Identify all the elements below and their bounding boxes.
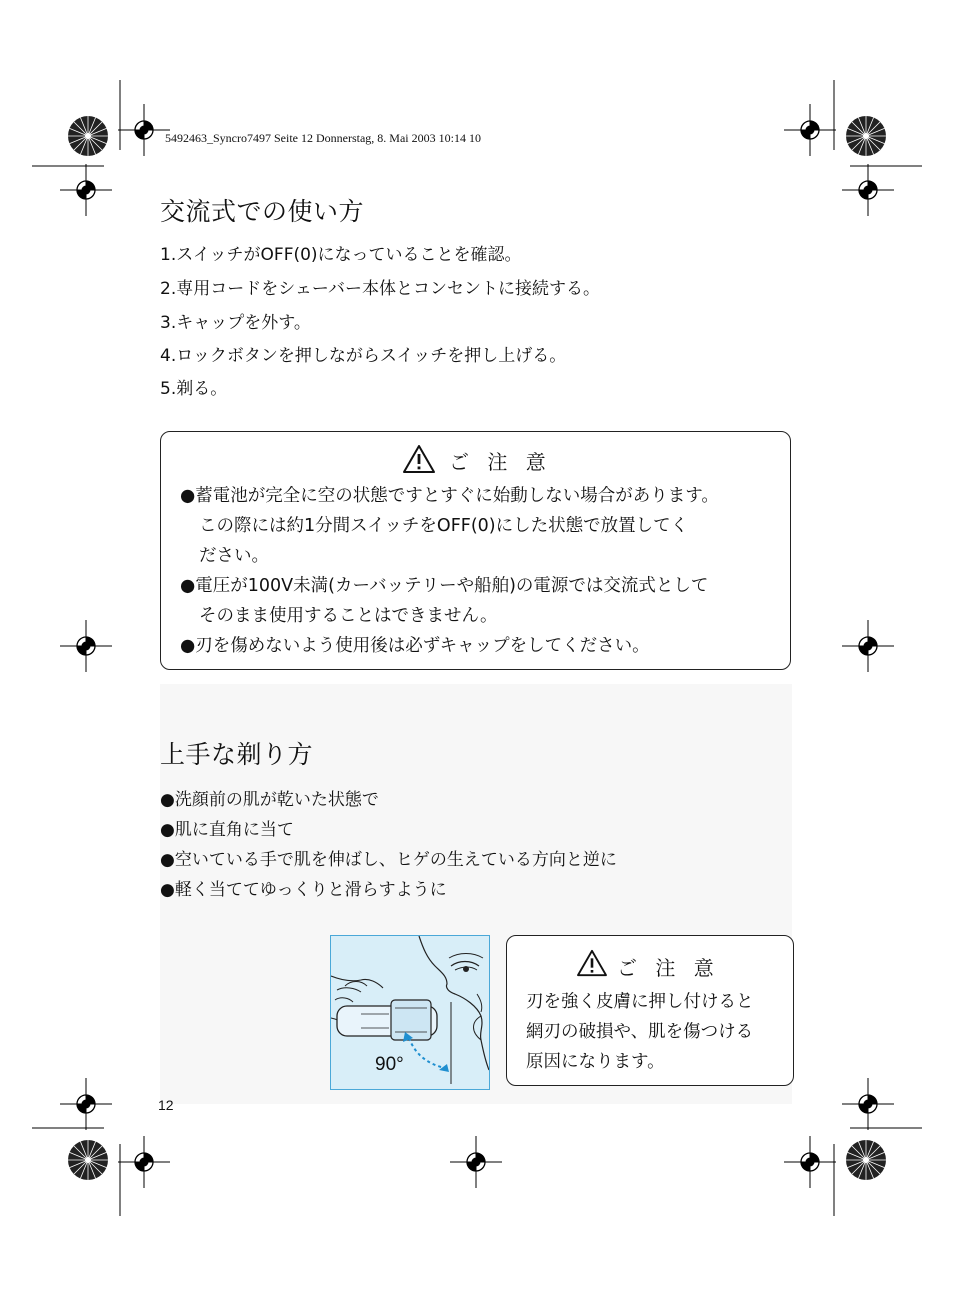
caution-line: ●刃を傷めないよう使用後は必ずキャップをしてください。: [180, 636, 650, 656]
page-number: 12: [158, 1097, 174, 1113]
tip-item: ●空いている手で肌を伸ばし、ヒゲの生えている方向と逆に: [160, 850, 617, 870]
step-item: 1.スイッチがOFF(0)になっていることを確認。: [160, 245, 522, 265]
step-item: 4.ロックボタンを押しながらスイッチを押し上げる。: [160, 346, 567, 366]
caution-line: 刃を強く皮膚に押し付けると: [526, 992, 754, 1012]
tip-item: ●軽く当ててゆっくりと滑らすように: [160, 880, 447, 900]
caution-title: ご 注 意: [449, 450, 552, 474]
caution-line: 網刃の破損や、肌を傷つける: [526, 1022, 754, 1042]
shaving-illustration: [330, 935, 490, 1090]
section-title-shaving-tips: 上手な剃り方: [160, 740, 314, 769]
tip-item: ●肌に直角に当て: [160, 820, 294, 840]
tip-item: ●洗顔前の肌が乾いた状態で: [160, 790, 379, 810]
caution-line: そのまま使用することはできません。: [199, 606, 498, 626]
caution-line: この際には約1分間スイッチをOFF(0)にした状態で放置してく: [199, 516, 689, 536]
caution-line: ●電圧が100V未満(カーバッテリーや船舶)の電源では交流式として: [180, 576, 709, 596]
caution-title: ご 注 意: [617, 956, 720, 980]
print-header: 5492463_Syncro7497 Seite 12 Donnerstag, 8. Mai 2003 10:14 10: [165, 131, 481, 145]
warning-icon: [576, 949, 608, 977]
step-item: 5.剃る。: [160, 379, 228, 399]
section-title-ac-use: 交流式での使い方: [160, 197, 365, 226]
step-item: 3.キャップを外す。: [160, 313, 311, 333]
caution-line: ださい。: [199, 546, 269, 566]
caution-box: [160, 431, 791, 670]
caution-line: 原因になります。: [526, 1052, 665, 1072]
caution-line: ●蓄電池が完全に空の状態ですとすぐに始動しない場合があります。: [180, 486, 719, 506]
step-item: 2.専用コードをシェーバー本体とコンセントに接続する。: [160, 279, 601, 299]
caution-box-small: [506, 935, 794, 1086]
face-shaver-drawing: [331, 936, 489, 1089]
angle-label: 90°: [375, 1054, 404, 1075]
warning-icon: [402, 444, 436, 474]
